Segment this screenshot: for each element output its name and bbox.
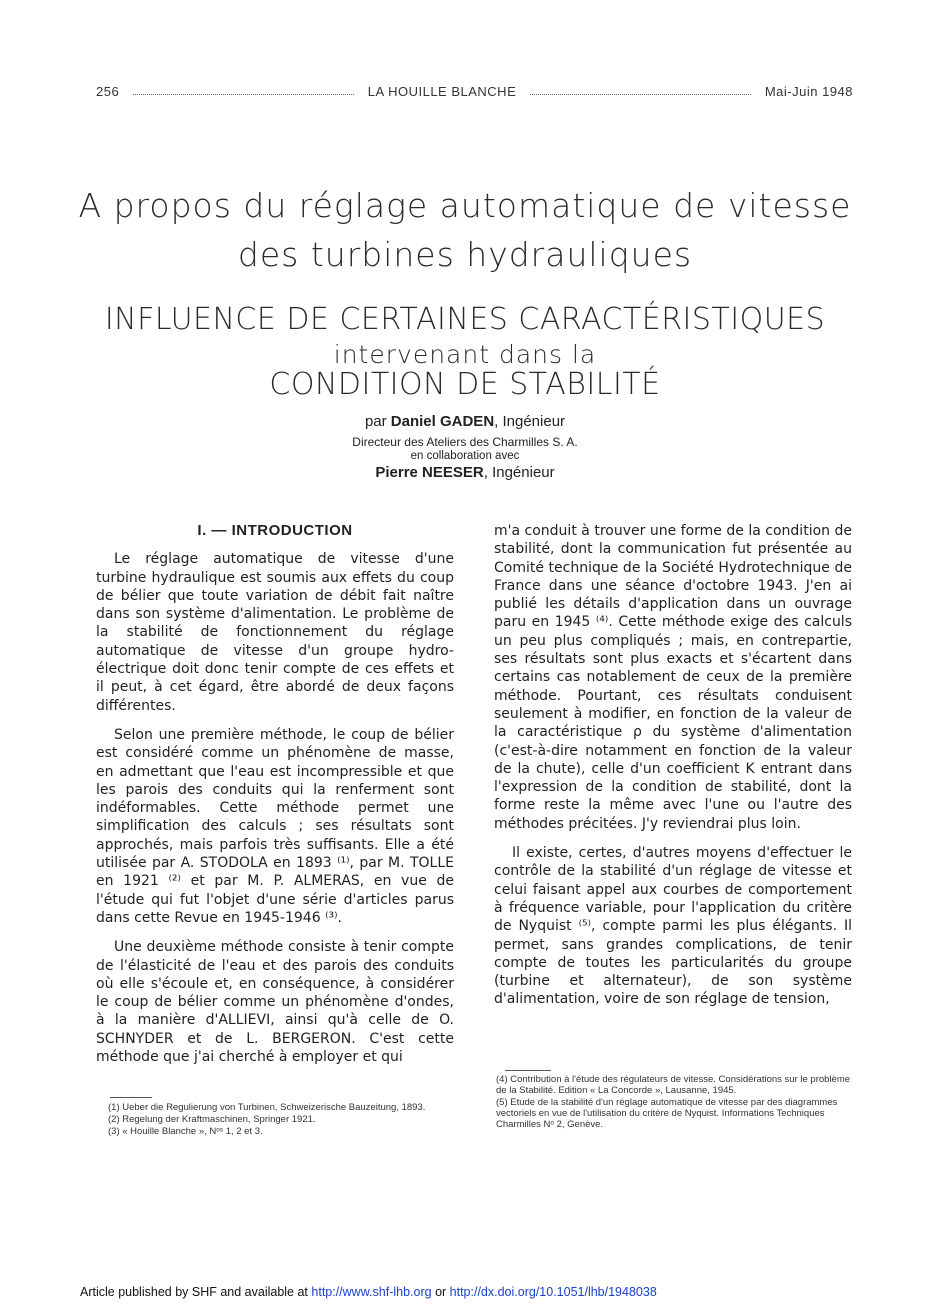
notice-prefix: Article published by SHF and available at — [80, 1285, 312, 1299]
article-title-line-1: A propos du réglage automatique de vitesse — [78, 186, 852, 225]
header-leader-right — [530, 94, 751, 95]
running-header — [96, 82, 853, 100]
article-title-line-2: des turbines hydrauliques — [237, 235, 693, 274]
footnote: (4) Contribution à l'étude des régulateurs de vitesse. Considérations sur le problème de la Stabilité. Edition « La Concorde », Lausanne, 1945. — [496, 1074, 851, 1096]
author-1-name: Daniel GADEN — [390, 413, 495, 430]
footnotes-right — [496, 1074, 854, 1131]
paragraph: Une deuxième méthode consiste à tenir compte de l'élasticité de l'eau et des parois des conduits où elle s'écoule et, en conséquence, à considérer le coup de bélier comme un phénomène d'ondes, à la manière d'ALLIEVI, ainsi qu'à celle de O. SCHNYDER et de L. BERGERON. C'est cette méthode que j'ai cherché à employer et qui — [96, 939, 454, 1066]
footnote: (2) Regelung der Kraftmaschinen, Springer 1921. — [108, 1114, 316, 1125]
footnote: (1) Ueber die Regulierung von Turbinen, Schweizerische Bauzeitung, 1893. — [108, 1102, 426, 1113]
journal-name: LA HOUILLE BLANCHE — [367, 83, 517, 99]
author-1-title: , Ingénieur — [494, 413, 566, 430]
author-affiliation: Directeur des Ateliers des Charmilles S. A. — [352, 435, 578, 449]
right-column — [494, 522, 852, 1020]
left-column — [96, 522, 454, 1077]
article-subtitle-line-3: CONDITION DE STABILITÉ — [269, 367, 661, 402]
notice-middle: or — [431, 1285, 450, 1299]
footnote-rule-right — [505, 1070, 551, 1071]
paragraph: Le réglage automatique de vitesse d'une turbine hydraulique est soumis aux effets du coup de bélier que toute variation de débit fait naître dans son système d'alimentation. Le problème de la stabilité de fonctionnement du réglage automatique de vitesse d'un groupe hydro-électrique doit donc tenir compte de ces effets et il peut, à cet égard, être abordé de deux façons différentes. — [96, 551, 454, 714]
footnote: (5) Etude de la stabilité d'un réglage automatique de vitesse par des diagrammes vectoriels en vue de l'utilisation du critère de Nyquist. Informations Techniques Charmilles Nᵒ 2, Genève. — [496, 1097, 838, 1130]
shf-link[interactable]: http://www.shf-lhb.org — [311, 1285, 432, 1299]
paragraph: Selon une première méthode, le coup de bélier est considéré comme un phénomène de masse, en admettant que l'eau est incompressible et que les parois des conduits qui la renferment sont indéformables. Cette méthode permet une simplification des calculs ; ses résultats sont approchés, mais parfois très suffisants. Elle a été utilisée par A. STODOLA en 1893 ⁽¹⁾, par M. TOLLE en 1921 ⁽²⁾ et par M. P. ALMERAS, en vue de l'étude qui fut l'objet d'une série d'articles parus dans cette Revue en 1945-1946 ⁽³⁾. — [96, 726, 454, 926]
collaboration-note: en collaboration avec — [410, 450, 520, 462]
byline-author-1 — [60, 413, 870, 430]
byline-prefix: par — [364, 413, 387, 430]
section-heading: I. — INTRODUCTION — [197, 522, 353, 539]
footnote: (3) « Houille Blanche », Nᵒˢ 1, 2 et 3. — [108, 1126, 263, 1137]
paragraph: Il existe, certes, d'autres moyens d'effectuer le contrôle de la stabilité d'un réglage de vitesse et celui faisant appel aux courbes de comportement à fréquence variable, pour l'application du critère de Nyquist ⁽⁵⁾, compte parmi les plus élégants. Il permet, sans grandes complications, de tenir compte de toutes les particularités du groupe (turbine et alternateur), de son système d'alimentation, voire de son réglage de tension, — [494, 845, 852, 1008]
page-number: 256 — [96, 83, 120, 99]
author-2-title: , Ingénieur — [483, 464, 555, 481]
publication-notice — [80, 1285, 880, 1299]
article-subtitle-line-1: INFLUENCE DE CERTAINES CARACTÉRISTIQUES — [104, 302, 826, 337]
byline-author-2 — [60, 464, 870, 481]
issue-date: Mai-Juin 1948 — [764, 83, 853, 99]
header-leader-left — [133, 94, 354, 95]
author-2-name: Pierre NEESER — [375, 464, 484, 481]
article-subtitle-line-2: intervenant dans la — [333, 340, 597, 369]
doi-link[interactable]: http://dx.doi.org/10.1051/lhb/1948038 — [449, 1285, 657, 1299]
paragraph: m'a conduit à trouver une forme de la condition de stabilité, dont la communication fut présentée au Comité technique de la Société Hydrotechnique de France dans une séance d'octobre 1943. J'en ai publié les détails d'application dans un ouvrage paru en 1945 ⁽⁴⁾. Cette méthode exige des calculs un peu plus compliqués ; mais, en contrepartie, ses résultats sont plus exacts et s'écartent dans certains cas notablement de ceux de la première méthode. Pourtant, ces résultats conduisent seulement à modifier, en fonction de la valeur de la caractéristique ρ du système d'alimentation (c'est-à-dire notamment en fonction de la valeur de la chute), celle d'un coefficient K entrant dans l'expression de la condition de stabilité, dont la forme reste la même avec l'une ou l'autre des méthodes précitées. J'y reviendrai plus loin. — [494, 523, 852, 832]
footnotes-left — [108, 1102, 458, 1138]
footnote-rule-left — [110, 1097, 152, 1098]
